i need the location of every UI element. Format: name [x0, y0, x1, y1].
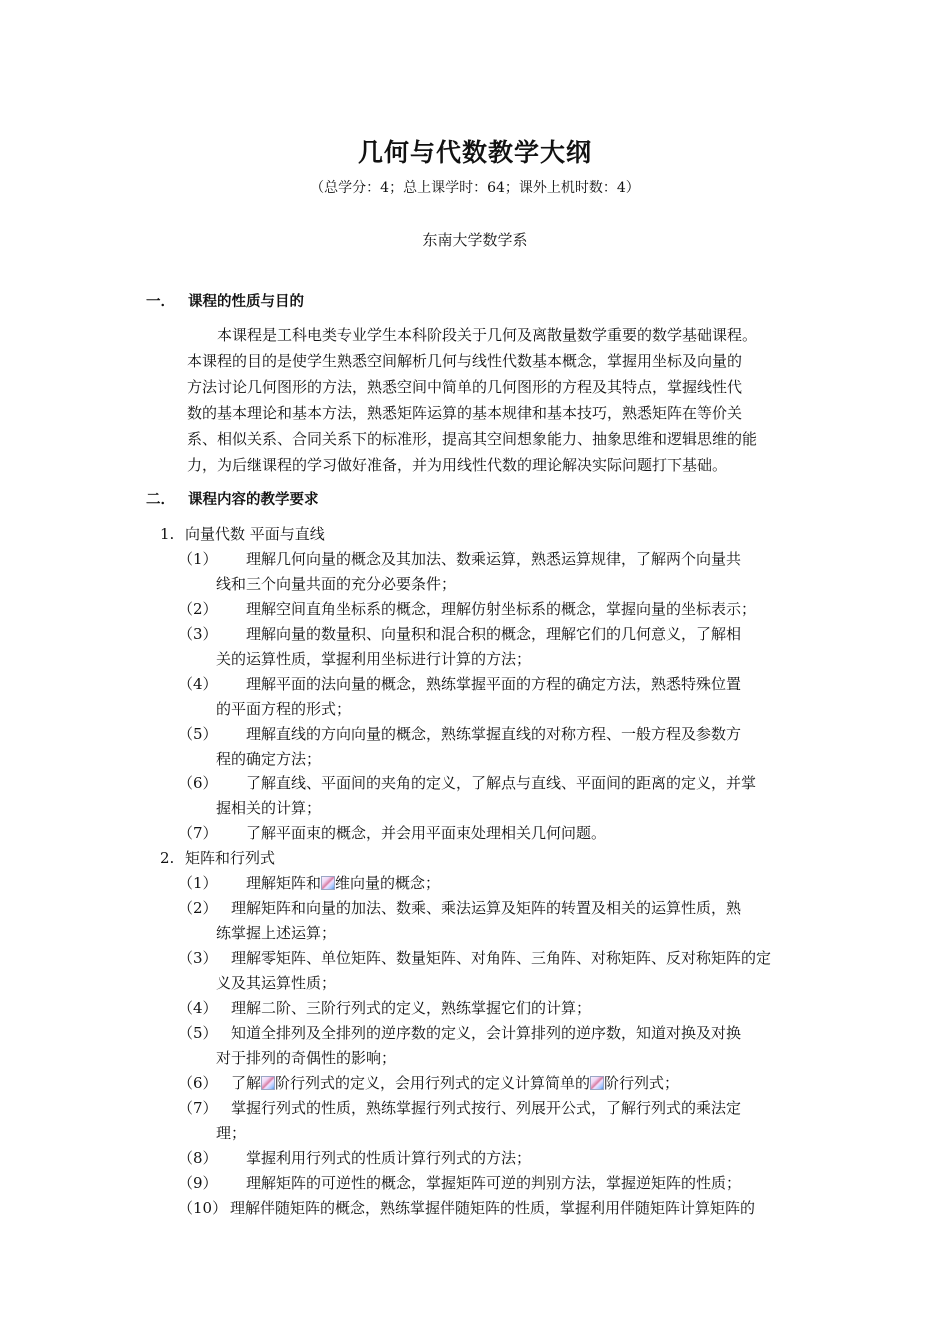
list-item — [178, 597, 818, 622]
item-text: 的平面方程的形式； — [216, 700, 352, 718]
formula-image-icon — [261, 1076, 275, 1090]
item-text: 对于排列的奇偶性的影响； — [216, 1049, 397, 1067]
item-text: 理解几何向量的概念及其加法、数乘运算，熟悉运算规律，了解两个向量共 — [216, 550, 742, 568]
item-label: （6） — [178, 1074, 218, 1092]
item-text: 了解 — [216, 1074, 262, 1092]
department: 东南大学数学系 — [422, 231, 528, 249]
list-item — [178, 1146, 818, 1171]
item-label: （9） — [178, 1174, 218, 1192]
item-text: 练掌握上述运算； — [216, 924, 337, 942]
item-text: 理解向量的数量积、向量积和混合积的概念，理解它们的几何意义，了解相 — [216, 625, 742, 643]
item-text: 了解直线、平面间的夹角的定义，了解点与直线、平面间的距离的定义，并掌 — [216, 774, 757, 792]
formula-image-icon — [590, 1076, 604, 1090]
item-label: （3） — [178, 625, 218, 643]
item-text: 理解伴随矩阵的概念，熟练掌握伴随矩阵的性质，掌握利用伴随矩阵计算矩阵的 — [230, 1199, 756, 1217]
list-item — [178, 1196, 818, 1221]
formula-image-icon — [321, 876, 335, 890]
paragraph-line: 本课程是工科电类专业学生本科阶段关于几何及离散量数学重要的数学基础课程。 — [187, 326, 758, 344]
item-text: 理解矩阵和 — [216, 874, 322, 892]
paragraph-line: 方法讨论几何图形的方法，熟悉空间中简单的几何图形的方程及其特点，掌握线性代 — [187, 378, 743, 396]
item-text: 理解空间直角坐标系的概念，理解仿射坐标系的概念，掌握向量的坐标表示； — [216, 600, 757, 618]
item-text: 义及其运算性质； — [216, 974, 337, 992]
paragraph-line: 数的基本理论和基本方法，熟悉矩阵运算的基本规律和基本技巧，熟悉矩阵在等价关 — [187, 404, 743, 422]
topic-heading-2 — [160, 847, 275, 868]
list-item — [178, 896, 818, 946]
item-label: （2） — [178, 899, 218, 917]
list-item — [178, 821, 818, 846]
list-item — [178, 1171, 818, 1196]
paragraph-line: 系、相似关系、合同关系下的标准形，提高其空间想象能力、抽象思维和逻辑思维的能 — [187, 430, 758, 448]
item-text: 理解二阶、三阶行列式的定义，熟练掌握它们的计算； — [216, 999, 592, 1017]
item-label: （1） — [178, 874, 218, 892]
item-text: 维向量的概念； — [335, 874, 441, 892]
item-text: 了解平面束的概念，并会用平面束处理相关几何问题。 — [216, 824, 607, 842]
item-text: 理解零矩阵、单位矩阵、数量矩阵、对角阵、三角阵、对称矩阵、反对称矩阵的定 — [216, 949, 772, 967]
item-label: （7） — [178, 824, 218, 842]
list-item — [178, 1021, 818, 1071]
topic-number: 1. — [160, 525, 175, 543]
item-text: 程的确定方法； — [216, 750, 322, 768]
document-title: 几何与代数教学大纲 — [357, 138, 592, 167]
item-label: （4） — [178, 675, 218, 693]
topic-heading-1 — [160, 523, 325, 544]
list-item — [178, 871, 818, 896]
item-text: 理解直线的方向向量的概念，熟练掌握直线的对称方程、一般方程及参数方 — [216, 725, 742, 743]
list-item — [178, 771, 818, 821]
item-label: （8） — [178, 1149, 218, 1167]
item-label: （5） — [178, 725, 218, 743]
list-item — [178, 1096, 818, 1146]
topic-title: 向量代数 平面与直线 — [185, 525, 325, 543]
item-label: （4） — [178, 999, 218, 1017]
list-item — [178, 1071, 818, 1096]
item-label: （6） — [178, 774, 218, 792]
list-item — [178, 547, 818, 597]
item-text: 理解矩阵和向量的加法、数乘、乘法运算及矩阵的转置及相关的运算性质，熟 — [216, 899, 742, 917]
item-text: 关的运算性质，掌握利用坐标进行计算的方法； — [216, 650, 532, 668]
section-heading-2 — [146, 488, 319, 509]
section-number: 一． — [146, 294, 175, 310]
list-item — [178, 946, 818, 996]
section-heading-1 — [146, 290, 304, 311]
item-label: （7） — [178, 1099, 218, 1117]
section-number: 二． — [146, 492, 175, 508]
item-text: 知道全排列及全排列的逆序数的定义，会计算排列的逆序数，知道对换及对换 — [216, 1024, 742, 1042]
course-purpose-paragraph — [187, 322, 812, 478]
section-title: 课程内容的教学要求 — [188, 492, 319, 508]
item-text: 掌握利用行列式的性质计算行列式的方法； — [216, 1149, 532, 1167]
credit-info: （总学分：4；总上课学时：64；课外上机时数：4） — [310, 180, 640, 196]
item-text: 理解矩阵的可逆性的概念，掌握矩阵可逆的判别方法，掌握逆矩阵的性质； — [216, 1174, 742, 1192]
item-text: 线和三个向量共面的充分必要条件； — [216, 575, 457, 593]
topic-title: 矩阵和行列式 — [185, 849, 276, 867]
list-item — [178, 622, 818, 672]
paragraph-line: 力，为后继课程的学习做好准备，并为用线性代数的理论解决实际问题打下基础。 — [187, 456, 728, 474]
section-title: 课程的性质与目的 — [188, 294, 304, 310]
item-text: 阶行列式的定义，会用行列式的定义计算简单的 — [275, 1074, 591, 1092]
item-label: （5） — [178, 1024, 218, 1042]
item-text: 理； — [216, 1124, 247, 1142]
topic-number: 2. — [160, 849, 175, 867]
list-item — [178, 672, 818, 722]
item-text: 阶行列式； — [604, 1074, 680, 1092]
item-text: 掌握行列式的性质，熟练掌握行列式按行、列展开公式，了解行列式的乘法定 — [216, 1099, 742, 1117]
item-label: （2） — [178, 600, 218, 618]
item-text: 握相关的计算； — [216, 799, 322, 817]
list-item — [178, 722, 818, 772]
item-text: 理解平面的法向量的概念，熟练掌握平面的方程的确定方法，熟悉特殊位置 — [216, 675, 742, 693]
item-label: （3） — [178, 949, 218, 967]
item-label: （1） — [178, 550, 218, 568]
paragraph-line: 本课程的目的是使学生熟悉空间解析几何与线性代数基本概念，掌握用坐标及向量的 — [187, 352, 743, 370]
list-item — [178, 996, 818, 1021]
item-label: （10） — [178, 1199, 228, 1217]
